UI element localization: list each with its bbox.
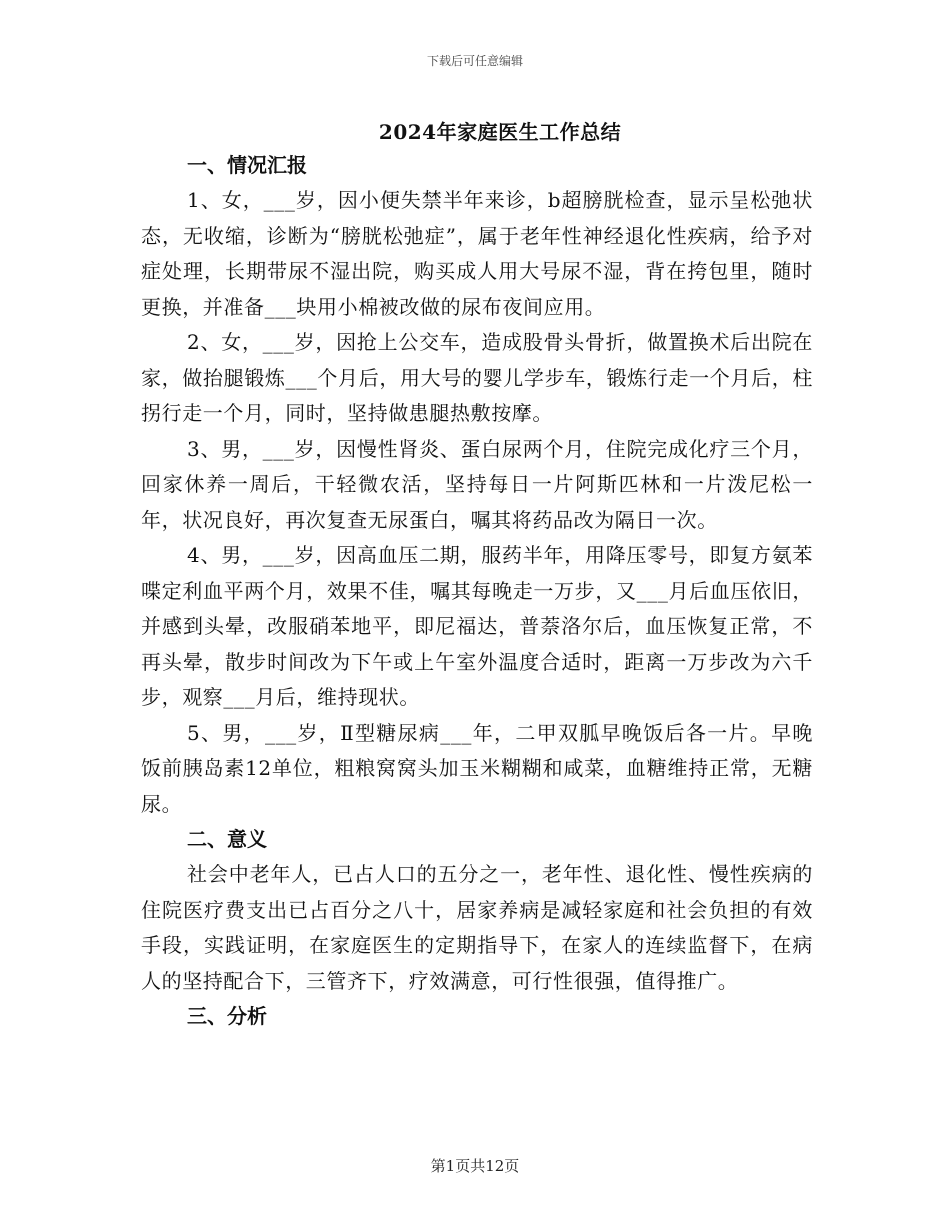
case-paragraph-3: 3、男，___岁，因慢性肾炎、蛋白尿两个月，住院完成化疗三个月，回家休养一周后，干轻微农活，坚持每日一片阿斯匹林和一片泼尼松一年，状况良好，再次复查无尿蛋白，嘱其将药品改为隔日一次。: [141, 436, 813, 532]
case-paragraph-1: 1、女，___岁，因小便失禁半年来诊，b超膀胱检查，显示呈松弛状态，无收缩，诊断为“膀胱松弛症”，属于老年性神经退化性疾病，给予对症处理，长期带尿不湿出院，购买成人用大号尿不湿，背在挎包里，随时更换，并准备___块用小棉被改做的尿布夜间应用。: [141, 188, 813, 319]
section-heading-significance: 二、意义: [187, 827, 267, 851]
case-paragraph-4: 4、男，___岁，因高血压二期，服药半年，用降压零号，即复方氨苯喋定利血平两个月，效果不佳，嘱其每晚走一万步，又___月后血压依旧，并感到头晕，改服硝苯地平，即尼福达，普萘洛尔后，血压恢复正常，不再头晕，散步时间改为下午或上午室外温度合适时，距离一万步改为六千步，观察___月后，维持现状。: [141, 543, 813, 709]
section-heading-analysis: 三、分析: [187, 1004, 267, 1028]
section-heading-situation-report: 一、情况汇报: [187, 153, 307, 177]
page-number-footer: 第1页共12页: [430, 1157, 520, 1175]
case-paragraph-5: 5、男，___岁，Ⅱ型糖尿病___年，二甲双胍早晚饭后各一片。早晚饭前胰岛素12单位，粗粮窝窝头加玉米糊糊和咸菜，血糖维持正常，无糖尿。: [141, 720, 813, 816]
page-header-note: 下载后可任意编辑: [426, 54, 523, 68]
significance-paragraph: 社会中老年人，已占人口的五分之一，老年性、退化性、慢性疾病的住院医疗费支出已占百分之八十，居家养病是减轻家庭和社会负担的有效手段，实践证明，在家庭医生的定期指导下，在家人的连续监督下，在病人的坚持配合下，三管齐下，疗效满意，可行性很强，值得推广。: [141, 862, 813, 993]
case-paragraph-2: 2、女，___岁，因抢上公交车，造成股骨头骨折，做置换术后出院在家，做抬腿锻炼___个月后，用大号的婴儿学步车，锻炼行走一个月后，柱拐行走一个月，同时，坚持做患腿热敷按摩。: [141, 330, 813, 425]
document-title: 2024年家庭医生工作总结: [378, 120, 622, 144]
document-body: [141, 148, 813, 1034]
